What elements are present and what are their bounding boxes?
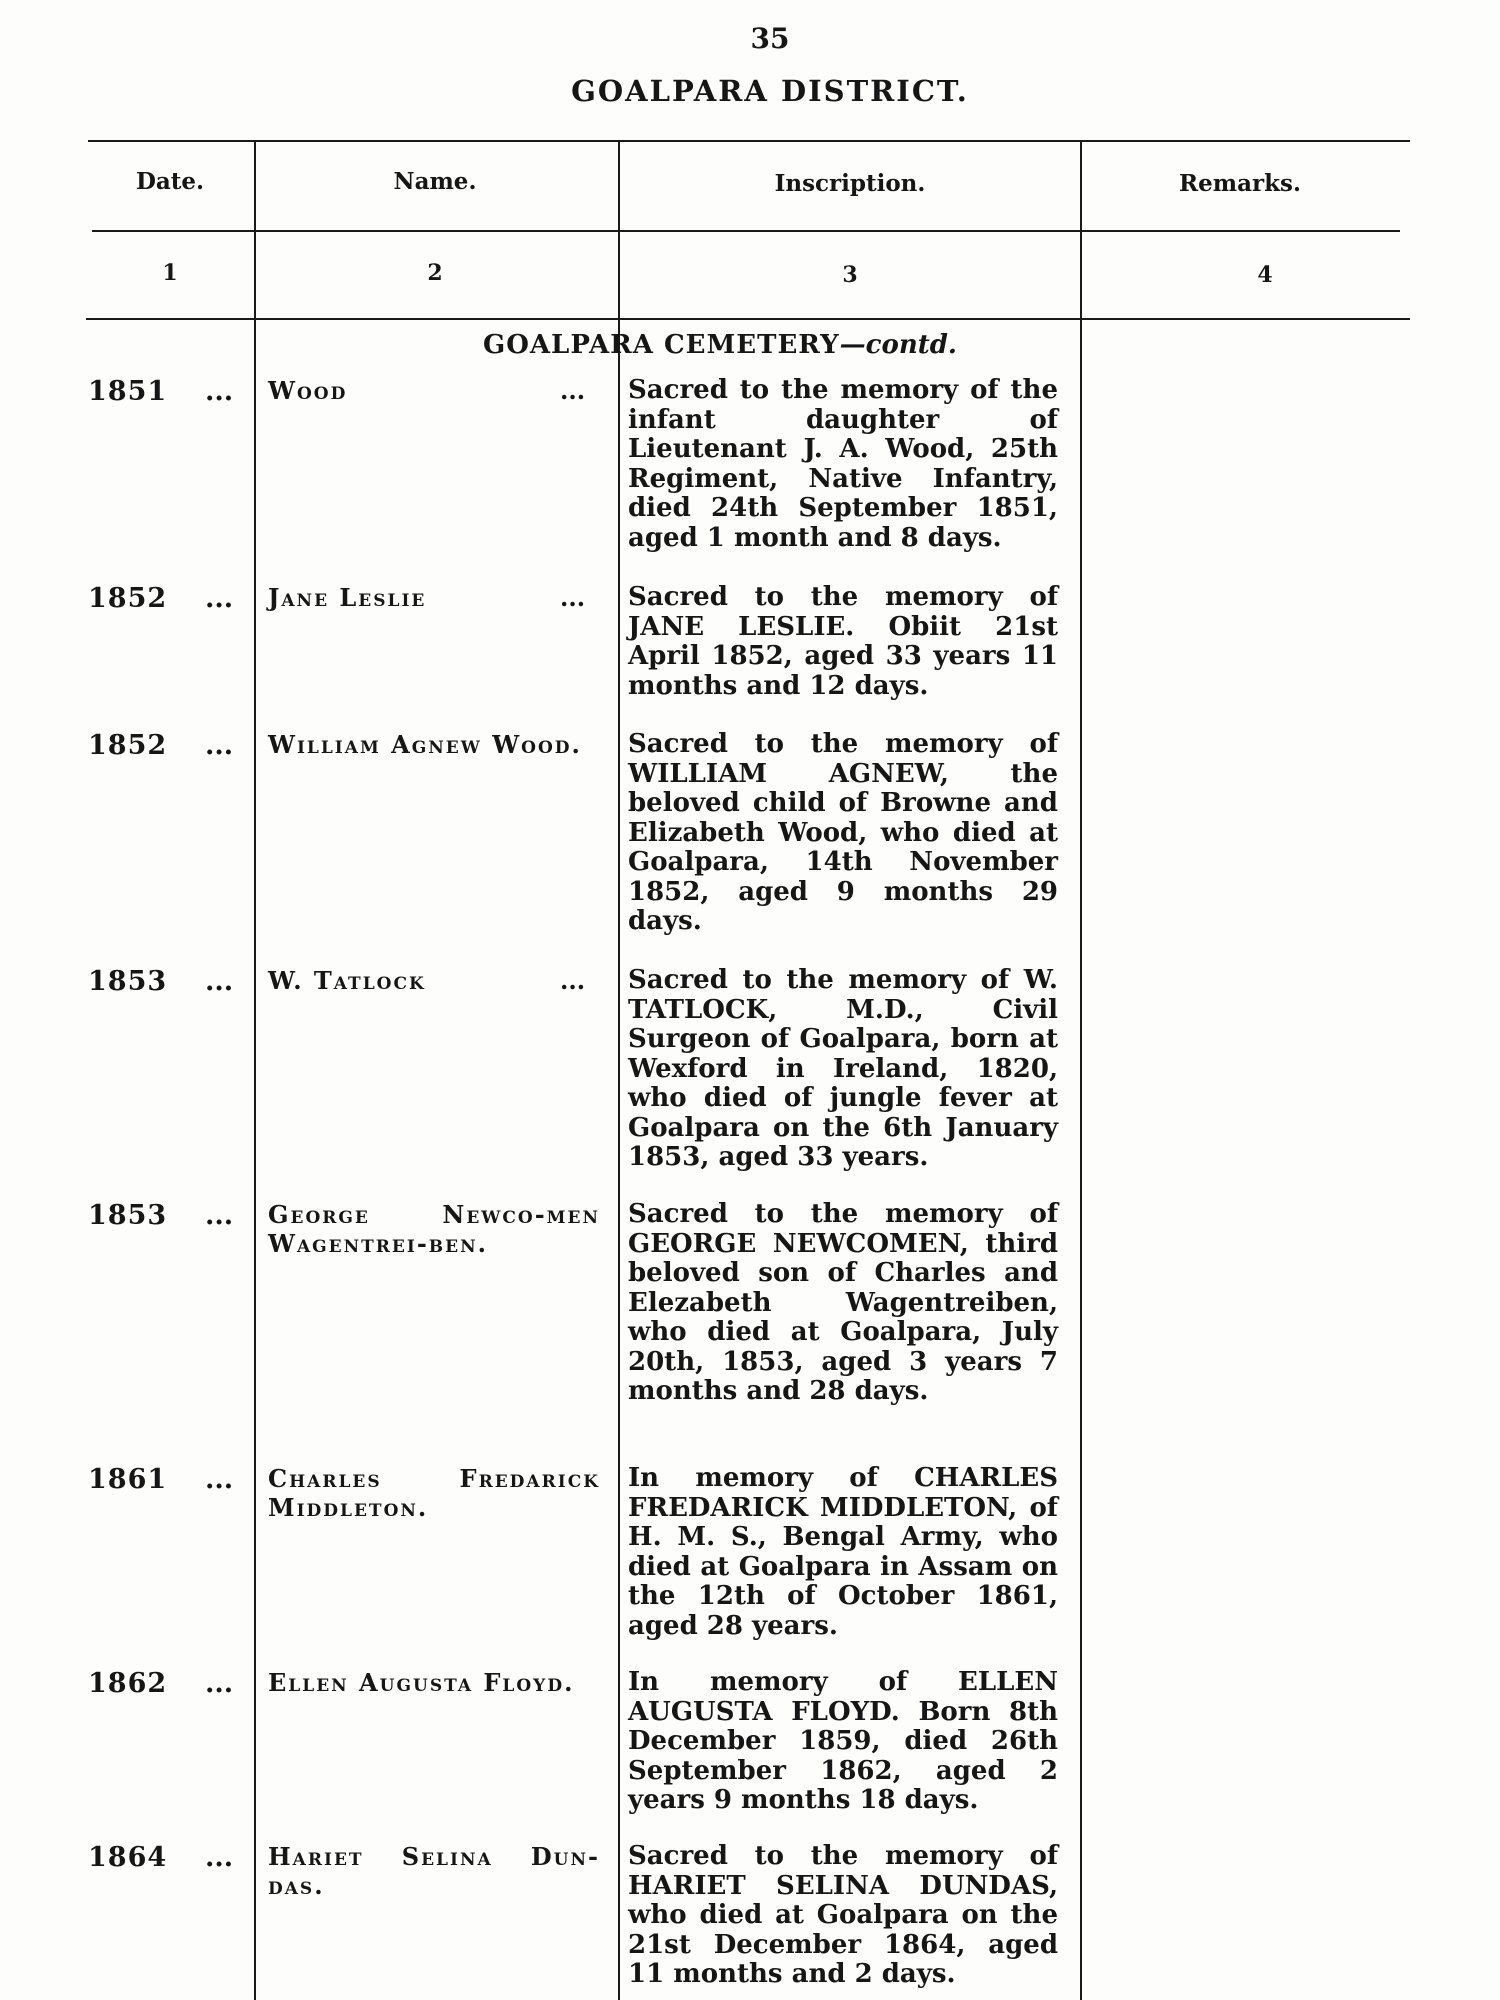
entry-inscription: Sacred to the memory of the infant daughter of Lieutenant J. A. Wood, 25th Regiment, Native Infantry, died 24th September 1851, aged 1 month and 8 days. (628, 375, 1058, 553)
entry-date: 1853 (88, 966, 168, 997)
entry-date: 1851 (88, 376, 168, 407)
entry-inscription: In memory of CHARLES FREDARICK MIDDLETON, of H. M. S., Bengal Army, who died at Goalpara in Assam on the 12th of October 1861, aged 28 years. (628, 1463, 1058, 1641)
colnum-date: 1 (162, 260, 178, 286)
entry-name: Wood (268, 376, 348, 405)
entry-date: 1864 (88, 1842, 168, 1873)
entry-date-leader: ... (205, 1200, 234, 1231)
entry-inscription: Sacred to the memory of WILLIAM AGNEW, the beloved child of Browne and Elizabeth Wood, who died at Goalpara, 14th November 1852, aged 9 months 29 days. (628, 729, 1058, 936)
section-heading-text: GOALPARA CEMETERY (483, 330, 840, 360)
entry-name: Hariet Selina Dun-das. (268, 1842, 600, 1900)
colnum-name: 2 (427, 260, 443, 286)
entry-date-leader: ... (205, 1464, 234, 1495)
entry-date-leader: ... (205, 583, 234, 614)
entry-date: 1852 (88, 730, 168, 761)
entry-inscription: Sacred to the memory of HARIET SELINA DUNDAS, who died at Goalpara on the 21st December 1864, aged 11 months and 2 days. (628, 1841, 1058, 1989)
colnum-remarks: 4 (1257, 262, 1273, 288)
entry-date-leader: ... (205, 1668, 234, 1699)
colnum-bottom-rule (86, 318, 1410, 320)
entry-name: Ellen Augusta Floyd. (268, 1668, 575, 1697)
page-number: 35 (750, 22, 790, 55)
header-name: Name. (393, 168, 477, 195)
table-top-rule (88, 140, 1410, 142)
entry-inscription: Sacred to the memory of JANE LESLIE. Obiit 21st April 1852, aged 33 years 11 months and 12 days. (628, 582, 1058, 701)
entry-date-leader: ... (205, 1842, 234, 1873)
entry-date: 1862 (88, 1668, 168, 1699)
entry-inscription: In memory of ELLEN AUGUSTA FLOYD. Born 8th December 1859, died 26th September 1862, aged 2 years 9 months 18 days. (628, 1667, 1058, 1815)
header-inscription: Inscription. (774, 170, 926, 197)
entry-date: 1861 (88, 1464, 168, 1495)
page-title: GOALPARA DISTRICT. (571, 74, 969, 108)
colnum-inscription: 3 (842, 262, 858, 288)
entry-inscription: Sacred to the memory of W. TATLOCK, M.D., Civil Surgeon of Goalpara, born at Wexford in Ireland, 1820, who died of jungle fever at Goalpara on the 6th January 1853, aged 33 years. (628, 965, 1058, 1172)
header-bottom-rule (92, 230, 1400, 232)
section-heading-suffix: —contd. (839, 330, 957, 360)
entry-date-leader: ... (205, 966, 234, 997)
entry-date-leader: ... (205, 376, 234, 407)
entry-name: W. Tatlock (268, 966, 426, 995)
entry-date-leader: ... (205, 730, 234, 761)
entry-date: 1852 (88, 583, 168, 614)
entry-name-leader: ... (560, 583, 586, 612)
entry-name: George Newco-men Wagentrei-ben. (268, 1200, 600, 1258)
divider-date-name (254, 140, 256, 2000)
divider-name-inscription (618, 140, 620, 2000)
entry-date: 1853 (88, 1200, 168, 1231)
entry-name-leader: ... (560, 966, 586, 995)
section-heading (470, 330, 970, 360)
entry-name-leader: ... (560, 376, 586, 405)
divider-inscription-remarks (1080, 140, 1082, 2000)
entry-name: William Agnew Wood. (268, 730, 582, 759)
header-remarks: Remarks. (1179, 170, 1301, 197)
entry-name: Jane Leslie (268, 583, 427, 612)
header-date: Date. (135, 168, 205, 195)
entry-name: Charles Fredarick Middleton. (268, 1464, 600, 1522)
entry-inscription: Sacred to the memory of GEORGE NEWCOMEN, third beloved son of Charles and Elezabeth Wagentreiben, who died at Goalpara, July 20th, 1853, aged 3 years 7 months and 28 days. (628, 1199, 1058, 1406)
